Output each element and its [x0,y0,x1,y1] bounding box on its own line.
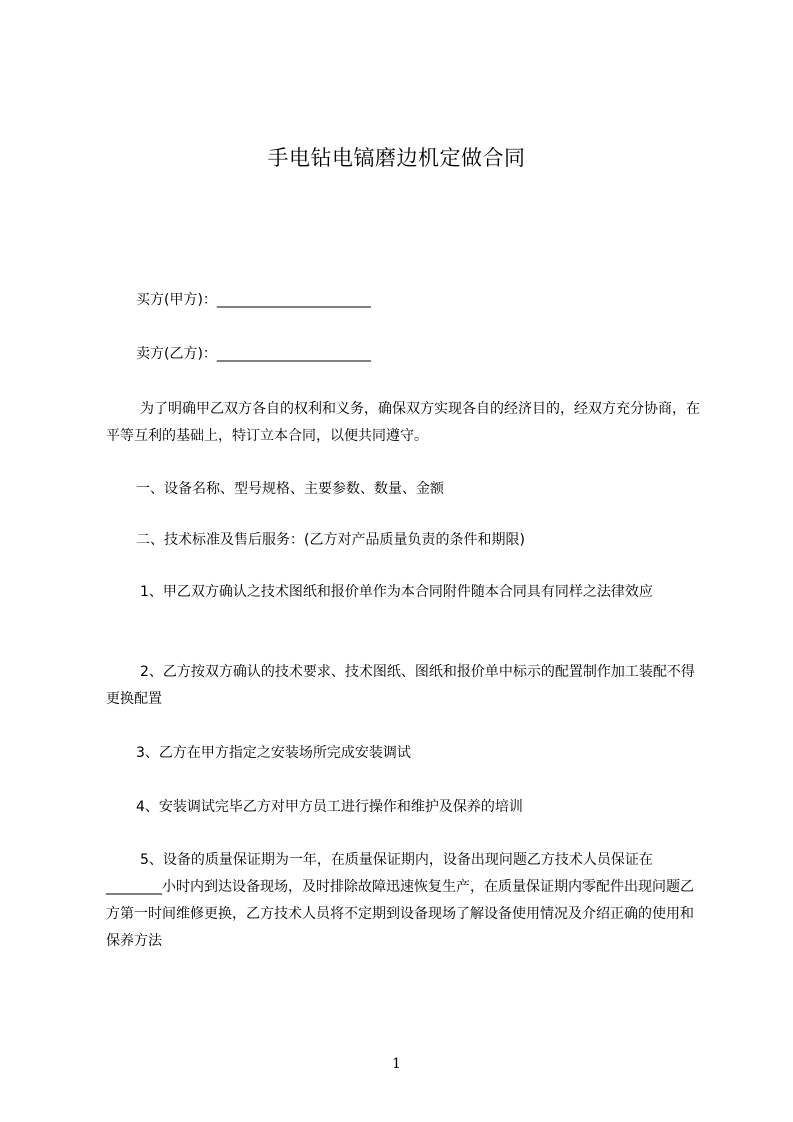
document-title: 手电钻电镐磨边机定做合同 [267,146,526,170]
clause-2: 2、乙方按双方确认的技术要求、技术图纸、图纸和报价单中标示的配置制作加工装配不得更换配置 [106,664,695,707]
section-1-heading: 一、设备名称、型号规格、主要参数、数量、金额 [136,481,444,497]
intro-paragraph: 为了明确甲乙双方各自的权利和义务，确保双方实现各自的经济目的，经双方充分协商，在平等互利的基础上，特订立本合同，以便共同遵守。 [106,401,700,444]
clause-1: 1、甲乙双方确认之技术图纸和报价单作为本合同附件随本合同具有同样之法律效应 [140,584,653,600]
section-2-heading: 二、技术标准及售后服务：(乙方对产品质量负责的条件和期限) [136,532,525,548]
clause-3: 3、乙方在甲方指定之安装场所完成安装调试 [136,745,411,761]
page-number: 1 [392,1056,401,1072]
clause-4: 4、安装调试完毕乙方对甲方员工进行操作和维护及保养的培训 [136,799,523,815]
seller-line: 卖方(乙方)：______________________ [136,346,371,362]
buyer-line: 买方(甲方)：______________________ [136,292,371,308]
clause-5: 5、设备的质量保证期为一年，在质量保证期内，设备出现问题乙方技术人员保证在________小时内到达设备现场，及时排除故障迅速恢复生产，在质量保证期内零配件出现问题乙方第一时间维修更换，乙方技术人员将不定期到设备现场了解设备使用情况及介绍正确的使用和保养方法 [106,852,694,949]
